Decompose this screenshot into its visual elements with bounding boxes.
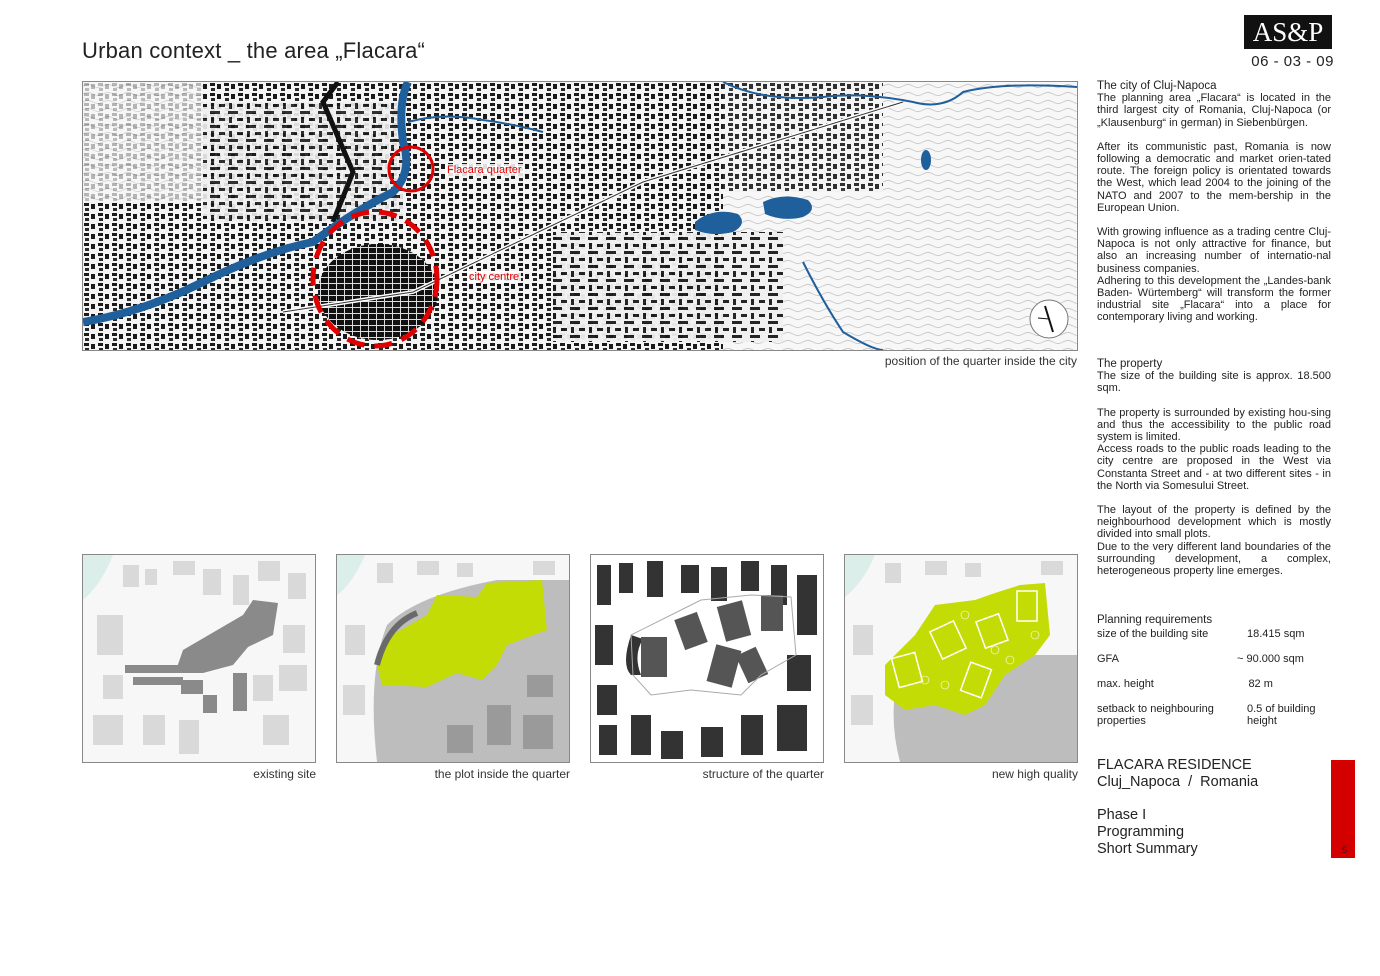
requirements-heading: Planning requirements: [1097, 614, 1213, 626]
caption-high-quality: new high quality: [991, 767, 1078, 781]
diagram-high-quality: [844, 554, 1078, 763]
requirement-label: GFA: [1097, 653, 1120, 666]
requirements-section: [1097, 614, 1331, 740]
city-section: [1097, 80, 1331, 336]
project-info: [1097, 757, 1258, 791]
city-paragraph-2: After its communistic past, Romania is now following a democratic and market orien-tated route. The foreign policy is orientated towards the West, which lead 2004 to the joining of the NATO and 2007 to the mem-bership in the European Union.: [1097, 140, 1331, 214]
property-paragraph-5: Due to the very different land boundaries of the surrounding development, a complex, heterogeneous property line emerges.: [1097, 540, 1331, 578]
property-paragraph-4: The layout of the property is defined by the neighbourhood development which is mostly divided into small plots.: [1097, 504, 1331, 541]
date-label: 06 - 03 - 09: [1251, 53, 1334, 70]
caption-structure: structure of the quarter: [702, 767, 824, 781]
requirement-value: 82 m: [1248, 678, 1273, 691]
requirement-value: 0.5 of building height: [1247, 703, 1316, 728]
stage-label: Programming: [1097, 824, 1185, 840]
city-paragraph-4: Adhering to this development the „Landes-bank Baden- Würtemberg“ will transform the former industrial site „Flacara“ into a place for contemporary living and working.: [1097, 274, 1331, 324]
requirement-row: [1097, 628, 1331, 640]
requirement-value: 18.415 sqm: [1247, 628, 1305, 641]
city-centre-label: city centre: [469, 271, 520, 283]
caption-existing-site: existing site: [253, 767, 316, 781]
requirement-label: max. height: [1097, 678, 1154, 691]
page-title: Urban context _ the area „Flacara“: [82, 38, 426, 63]
page-number: 5: [1342, 845, 1348, 855]
city-paragraph-3: With growing influence as a trading centre Cluj-Napoca is not only attractive for finance, but also an increasing number of internatio-nal business companies.: [1097, 226, 1331, 275]
red-accent-bar: [1331, 760, 1355, 858]
phase-label: Phase I: [1097, 807, 1147, 823]
project-location: Cluj_Napoca / Romania: [1097, 774, 1259, 790]
document-type: Short Summary: [1097, 841, 1198, 857]
diagram-existing-site: [82, 554, 316, 763]
requirement-label: size of the building site: [1097, 628, 1209, 641]
diagram-structure: [590, 554, 824, 763]
project-name: FLACARA RESIDENCE: [1097, 757, 1252, 773]
north-arrow-icon: [1030, 300, 1068, 338]
diagram-plot: [336, 554, 570, 763]
requirement-row: [1097, 703, 1331, 727]
city-map: [82, 81, 1078, 351]
property-paragraph-2: The property is surrounded by existing hou-sing and thus the accessibility to the public road system is limited.: [1097, 406, 1331, 444]
city-heading: The city of Cluj-Napoca: [1097, 80, 1217, 92]
property-paragraph-3: Access roads to the public roads leading to the city centre are proposed in the West via Constanta Street and - at two different sites - in the North via Somesului Street.: [1097, 443, 1331, 492]
property-paragraph-1: The size of the building site is approx. 18.500 sqm.: [1097, 370, 1331, 395]
requirement-value: ~ 90.000 sqm: [1237, 653, 1304, 666]
phase-info: [1097, 807, 1198, 858]
property-section: [1097, 358, 1331, 589]
requirement-row: [1097, 653, 1331, 665]
requirement-label: setback to neighbouring properties: [1097, 703, 1214, 728]
property-heading: The property: [1097, 358, 1163, 370]
flacara-quarter-label: Flacara quarter: [447, 164, 522, 176]
asp-logo: AS&P: [1244, 15, 1332, 49]
city-paragraph-1: The planning area „Flacara“ is located in the third largest city of Romania, Cluj-Napoca (or „Klausenburg“ in german) in Siebenbürgen.: [1097, 92, 1331, 129]
requirement-row: [1097, 678, 1331, 690]
caption-plot: the plot inside the quarter: [434, 767, 570, 781]
map-caption: position of the quarter inside the city: [884, 354, 1077, 368]
